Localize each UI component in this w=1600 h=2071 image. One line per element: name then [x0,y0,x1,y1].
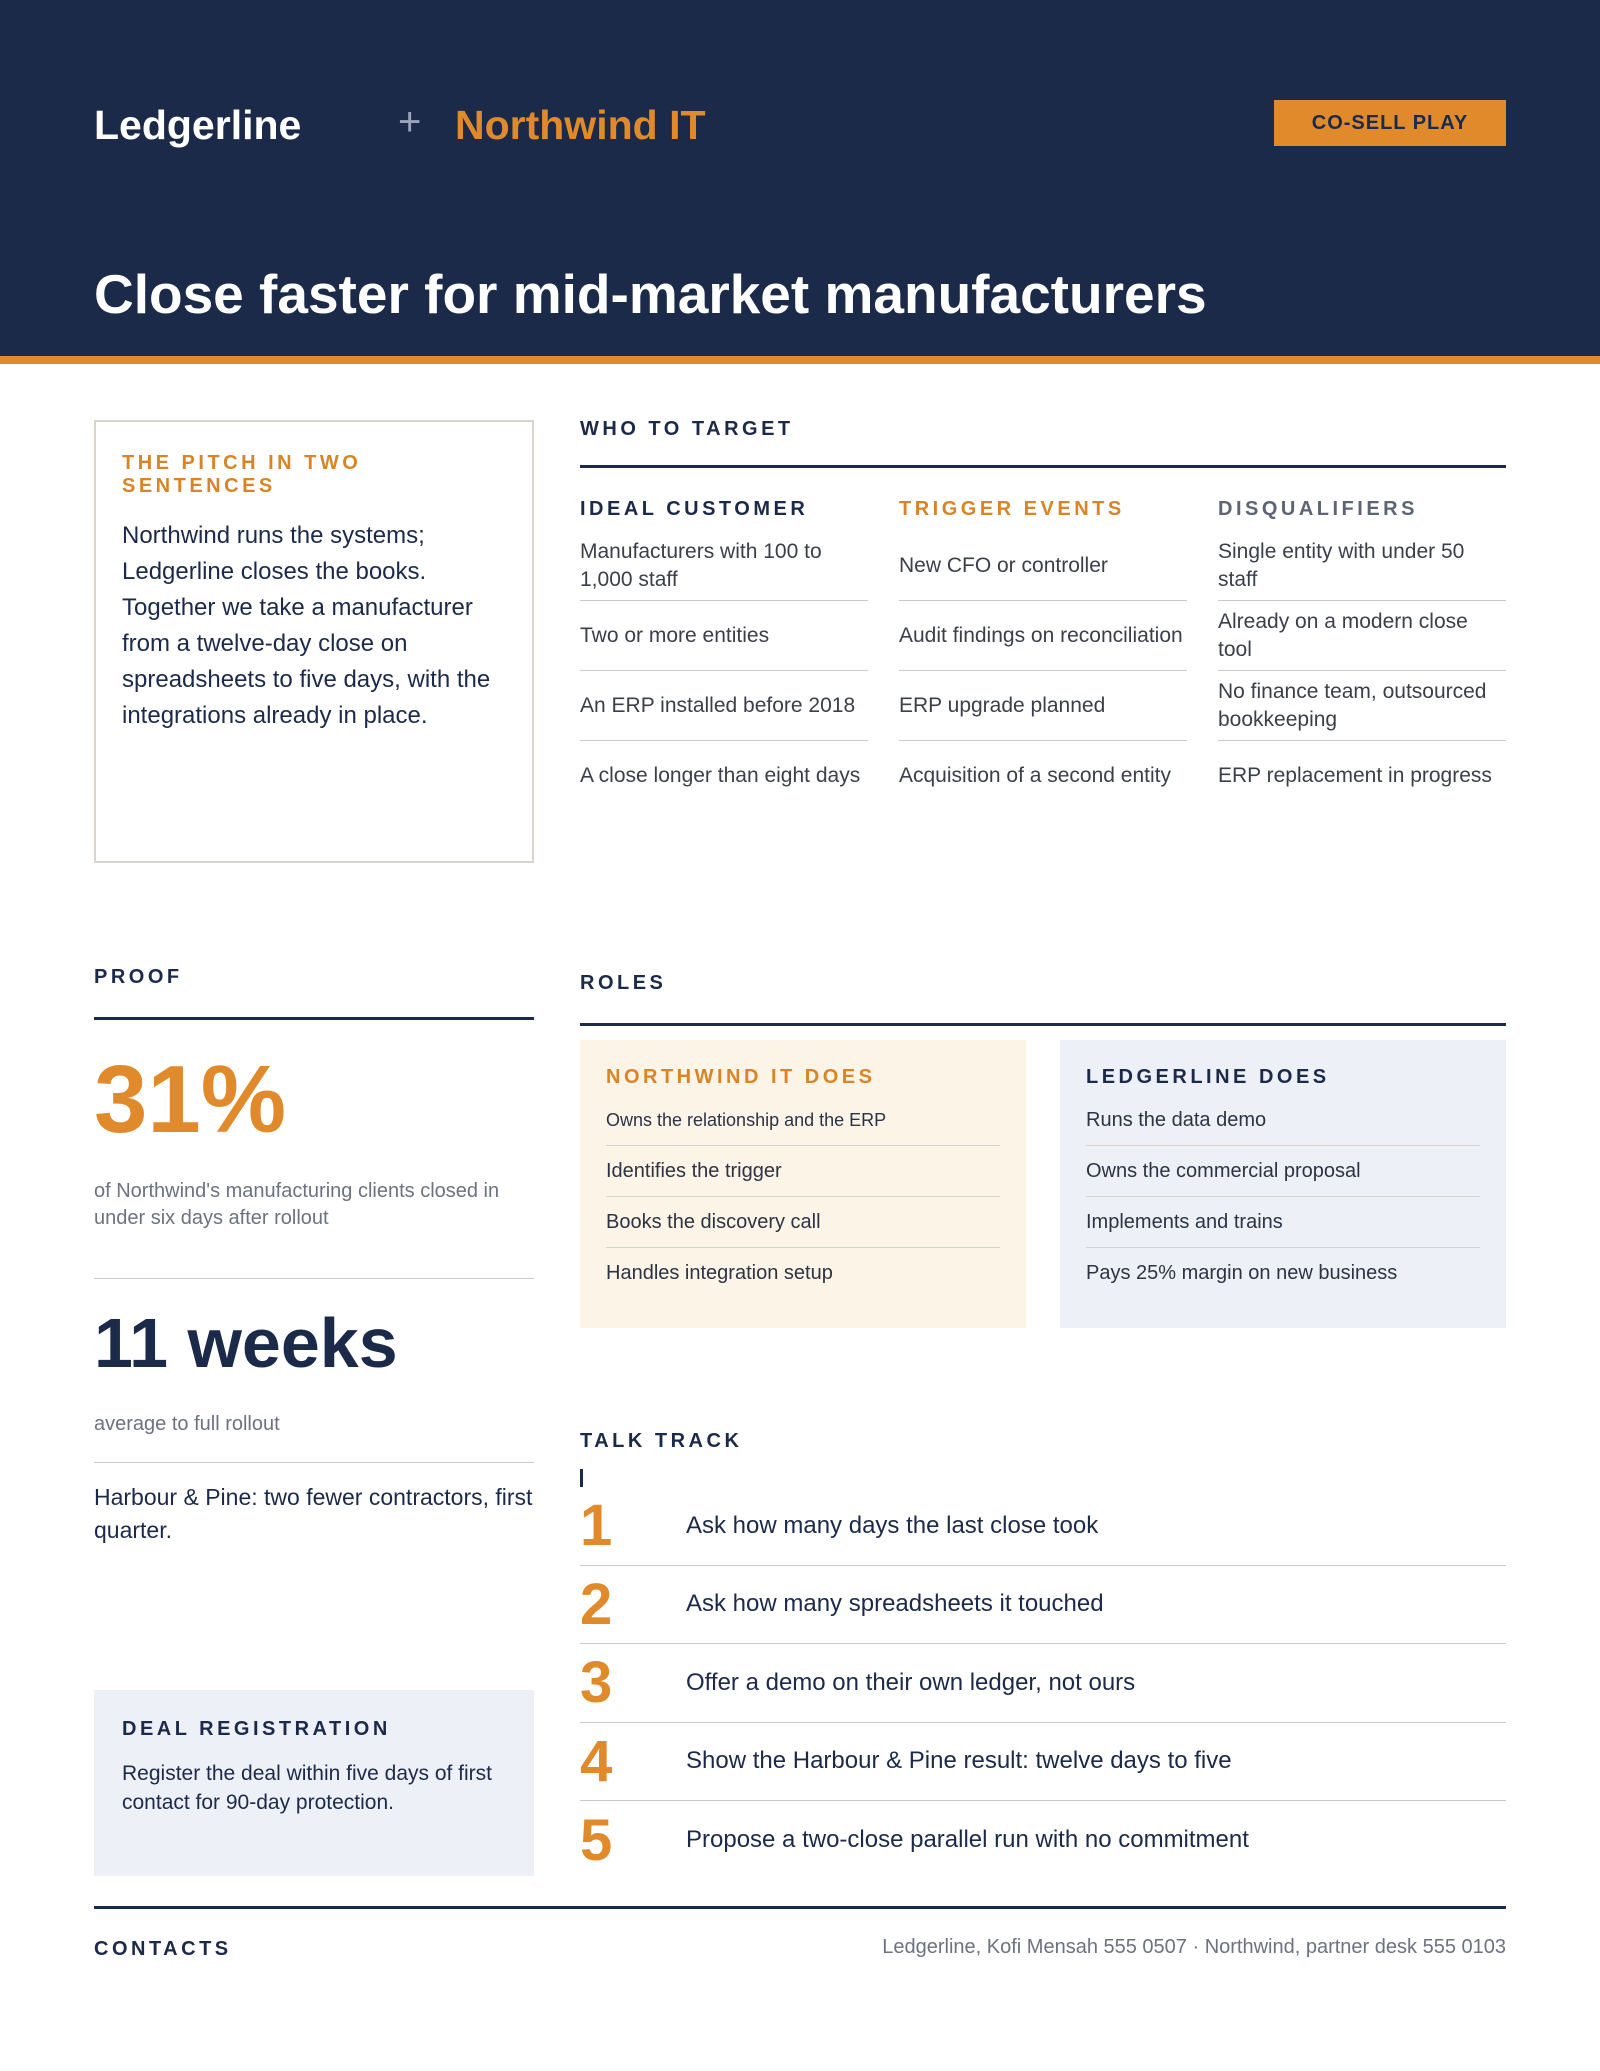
trigger-events-column [899,498,1187,811]
header-banner [0,0,1600,364]
list-item: Owns the relationship and the ERP [606,1095,1000,1146]
stat-percent: 31% [94,1046,287,1153]
list-item: Already on a modern close tool [1218,601,1506,671]
divider [94,1462,534,1463]
list-item: Single entity with under 50 staff [1218,531,1506,601]
co-sell-badge: CO-SELL PLAY [1274,100,1506,146]
deal-text: Register the deal within five days of first contact for 90-day protection. [122,1762,493,1814]
disqualifiers-column [1218,498,1506,811]
northwind-role-box [580,1040,1026,1328]
step-number: 2 [580,1571,613,1637]
list-item: Two or more entities [580,601,868,671]
target-title: WHO TO TARGET [580,418,794,440]
target-title-row [580,418,1506,468]
list-item: Implements and trains [1086,1197,1480,1248]
roles-title: ROLES [580,972,667,994]
roles-title-row [580,972,1506,1026]
list-item: Identifies the trigger [606,1146,1000,1197]
list-item: Books the discovery call [606,1197,1000,1248]
pitch-box [94,420,534,863]
talk-step [580,1644,1506,1723]
column-label: IDEAL CUSTOMER [580,498,809,520]
plus-icon: + [398,100,422,144]
talk-title: TALK TRACK [580,1430,743,1452]
list-item: No finance team, outsourced bookkeeping [1218,671,1506,741]
step-number: 1 [580,1493,613,1559]
pitch-label: THE PITCH IN TWO SENTENCES [122,452,362,497]
northwind-logo: Northwind IT [455,102,706,148]
pitch-text: Northwind runs the systems; Ledgerline closes the books. Together we take a manufacturer from a twelve-day close on spreadsheets to five days, with the integrations already in place. [122,522,491,729]
talk-step [580,1487,1506,1566]
stat-weeks-caption: average to full rollout [94,1413,280,1435]
divider [94,1278,534,1279]
stat-weeks: 11 weeks [94,1304,398,1382]
list-item: ERP replacement in progress [1218,764,1492,787]
deal-registration-box [94,1690,534,1876]
stat-percent-caption: of Northwind's manufacturing clients closed in under six days after rollout [94,1180,500,1229]
column-label: DISQUALIFIERS [1218,498,1418,520]
step-text: Show the Harbour & Pine result: twelve days to five [686,1747,1232,1775]
ideal-customer-column [580,498,868,811]
talk-step [580,1801,1506,1880]
who-to-target-section [580,418,1506,811]
list-item: Audit findings on reconciliation [899,601,1187,671]
list-item: New CFO or controller [899,531,1187,601]
proof-title: PROOF [94,966,183,988]
list-item: ERP upgrade planned [899,671,1187,741]
list-item: Runs the data demo [1086,1095,1480,1146]
ledgerline-role-box [1060,1040,1506,1328]
step-text: Ask how many spreadsheets it touched [686,1590,1104,1618]
step-number: 3 [580,1650,613,1716]
target-columns [580,498,1506,811]
step-text: Offer a demo on their own ledger, not ours [686,1668,1136,1696]
role-label: LEDGERLINE DOES [1086,1066,1330,1088]
proof-section [94,966,534,1547]
list-item: Acquisition of a second entity [899,764,1171,787]
text-cursor-mark [580,1469,583,1487]
talk-track-section [580,1430,1506,1880]
contacts-text: Ledgerline, Kofi Mensah 555 0507 · Northwind, partner desk 555 0103 [882,1936,1506,1958]
step-number: 4 [580,1728,613,1794]
step-text: Ask how many days the last close took [686,1511,1099,1539]
list-item: Owns the commercial proposal [1086,1146,1480,1197]
contacts-label: CONTACTS [94,1938,232,1960]
talk-step [580,1723,1506,1802]
list-item: Pays 25% margin on new business [1086,1262,1398,1284]
footer-divider [94,1906,1506,1909]
talk-step [580,1566,1506,1645]
proof-quote: Harbour & Pine: two fewer contractors, first quarter. [94,1484,533,1543]
step-text: Propose a two-close parallel run with no commitment [686,1826,1249,1854]
list-item: An ERP installed before 2018 [580,671,868,741]
list-item: Handles integration setup [606,1262,833,1284]
roles-section [580,972,1506,1328]
column-label: TRIGGER EVENTS [899,498,1125,520]
role-label: NORTHWIND IT DOES [606,1066,876,1088]
list-item: A close longer than eight days [580,764,861,787]
proof-title-row [94,966,534,1020]
deal-label: DEAL REGISTRATION [122,1718,391,1740]
role-boxes [580,1040,1506,1328]
page-title: Close faster for mid-market manufacturers [94,263,1207,325]
ledgerline-logo: Ledgerline [94,102,302,148]
step-number: 5 [580,1807,613,1873]
list-item: Manufacturers with 100 to 1,000 staff [580,531,868,601]
